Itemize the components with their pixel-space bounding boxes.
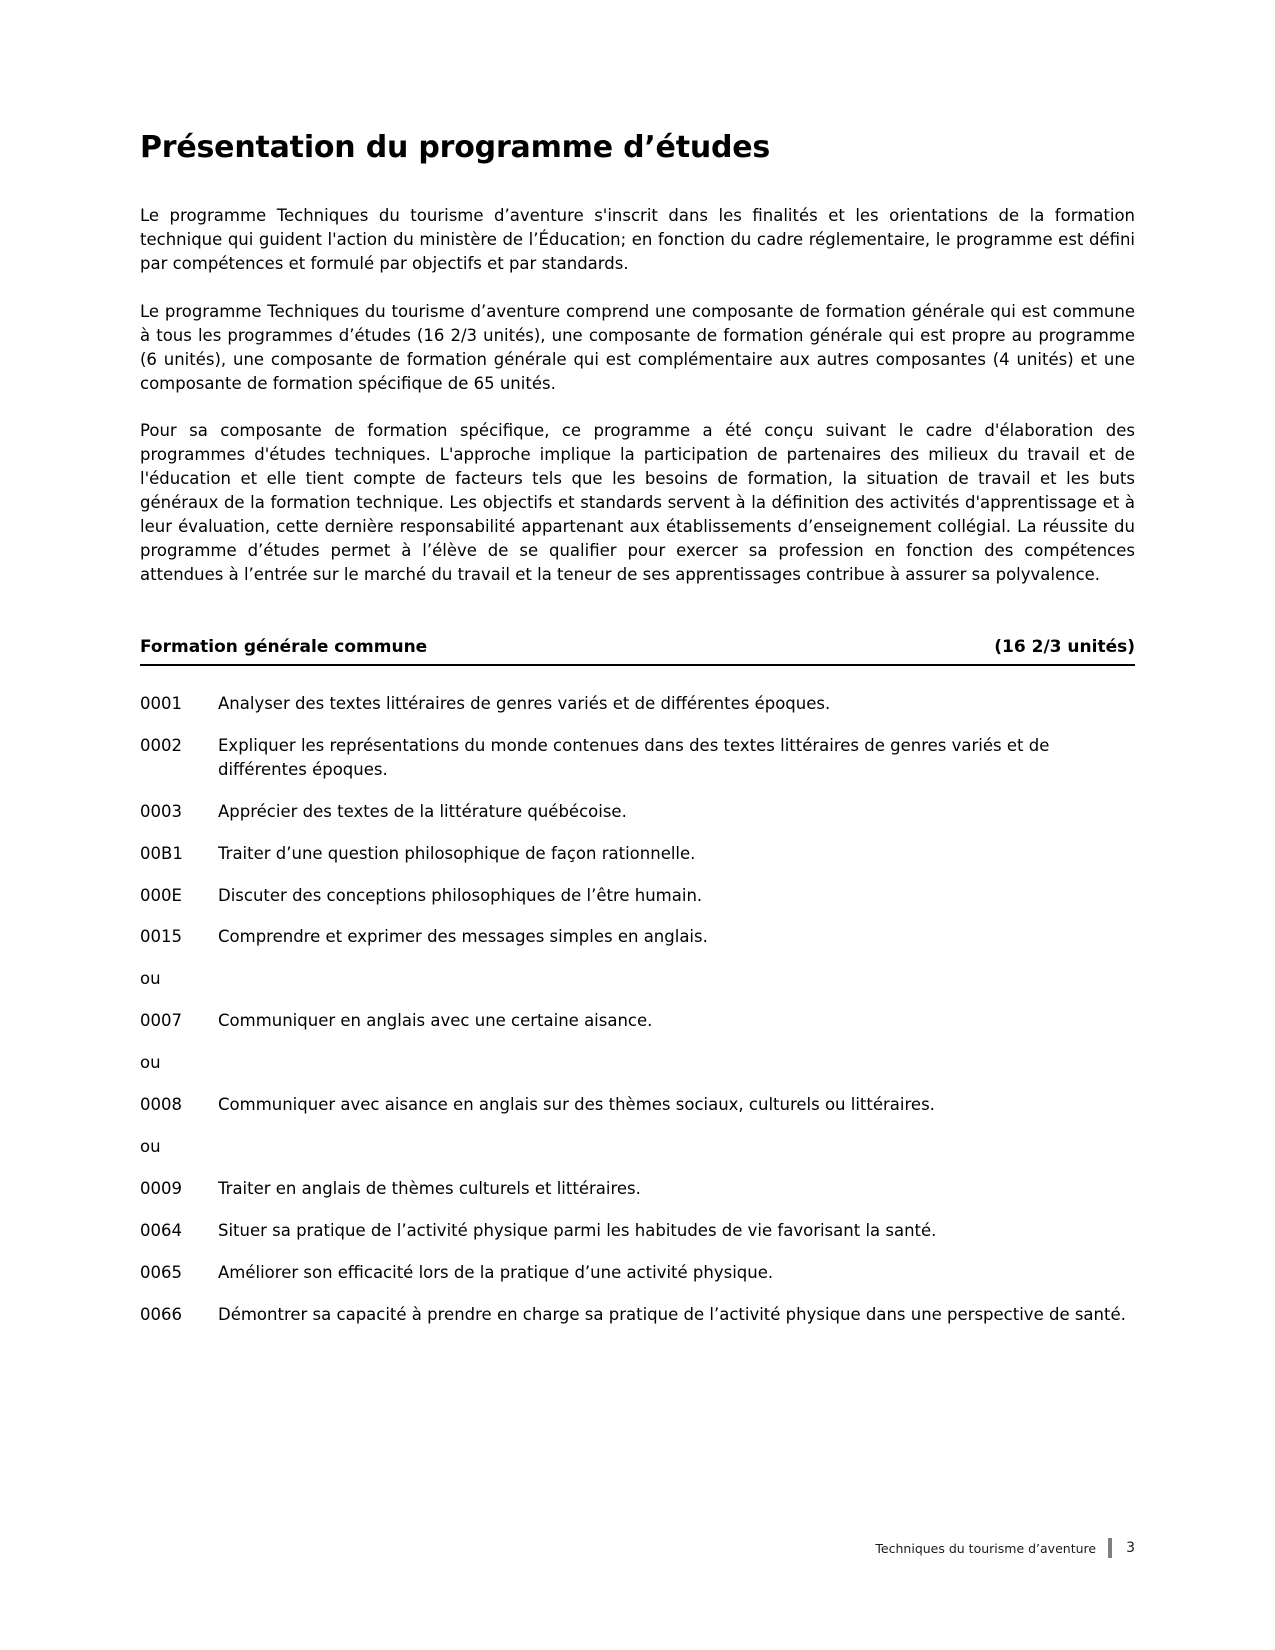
- competency-code: 0003: [140, 801, 182, 821]
- competency-alternative-separator: [140, 1051, 1135, 1075]
- competency-text: Traiter d’une question philosophique de façon rationnelle.: [218, 843, 696, 863]
- footer-divider: [1108, 1538, 1112, 1558]
- competency-row: [140, 1261, 1135, 1285]
- competency-alternative-separator: [140, 1135, 1135, 1159]
- page-title: Présentation du programme d’études: [140, 130, 771, 165]
- intro-paragraph-1: Le programme Techniques du tourisme d’aventure s'inscrit dans les finalités et les orientations de la formation technique qui guident l'action du ministère de l’Éducation; en fonction du cadre réglementaire, le programme est défini par compétences et formulé par objectifs et par standards.: [140, 206, 1135, 273]
- competency-text: Discuter des conceptions philosophiques de l’être humain.: [218, 885, 703, 905]
- competency-row: [140, 1177, 1135, 1201]
- competency-text: Améliorer son efficacité lors de la pratique d’une activité physique.: [218, 1262, 774, 1282]
- page-footer: [140, 1538, 1135, 1558]
- competency-row: [140, 1303, 1135, 1327]
- intro-paragraph-2: Le programme Techniques du tourisme d’aventure comprend une composante de formation générale qui est commune à tous les programmes d’études (16 2/3 unités), une composante de formation générale qui est propre au programme (6 unités), une composante de formation générale qui est complémentaire aux autres composantes (4 unités) et une composante de formation spécifique de 65 unités.: [140, 301, 1135, 393]
- competency-row: [140, 692, 1135, 716]
- competency-code: 0001: [140, 693, 182, 713]
- competency-text: Communiquer avec aisance en anglais sur des thèmes sociaux, culturels ou littéraires.: [218, 1095, 935, 1115]
- competency-text: Traiter en anglais de thèmes culturels et littéraires.: [218, 1178, 641, 1198]
- competency-text: Analyser des textes littéraires de genres variés et de différentes époques.: [218, 693, 831, 713]
- competency-code: 0065: [140, 1262, 182, 1282]
- competency-list: [140, 692, 1135, 1327]
- competency-or-label: ou: [140, 1053, 161, 1073]
- competency-row: [140, 842, 1135, 866]
- competency-or-label: ou: [140, 969, 161, 989]
- competency-code: 0002: [140, 735, 182, 755]
- section-header-formation-generale-commune: [140, 637, 1135, 666]
- competency-text: Démontrer sa capacité à prendre en charge sa pratique de l’activité physique dans une perspective de santé.: [218, 1304, 1126, 1324]
- competency-row: [140, 884, 1135, 908]
- competency-code: 000E: [140, 885, 182, 905]
- competency-code: 0008: [140, 1095, 182, 1115]
- competency-text: Communiquer en anglais avec une certaine aisance.: [218, 1011, 653, 1031]
- competency-row: [140, 925, 1135, 949]
- section-heading-label: Formation générale commune: [140, 636, 428, 657]
- competency-row: [140, 1219, 1135, 1243]
- competency-row: [140, 800, 1135, 824]
- competency-code: 0007: [140, 1011, 182, 1031]
- competency-code: 0064: [140, 1220, 182, 1240]
- footer-page-number: 3: [1126, 1540, 1135, 1556]
- competency-text: Comprendre et exprimer des messages simples en anglais.: [218, 927, 708, 947]
- competency-code: 0009: [140, 1178, 182, 1198]
- competency-code: 0015: [140, 927, 182, 947]
- competency-or-label: ou: [140, 1137, 161, 1157]
- competency-text: Situer sa pratique de l’activité physique parmi les habitudes de vie favorisant la santé.: [218, 1220, 937, 1240]
- competency-text: Expliquer les représentations du monde contenues dans des textes littéraires de genres variés et de différentes époques.: [218, 735, 1050, 779]
- section-units-label: (16 2/3 unités): [994, 636, 1135, 657]
- competency-alternative-separator: [140, 967, 1135, 991]
- competency-code: 00B1: [140, 843, 183, 863]
- competency-text: Apprécier des textes de la littérature québécoise.: [218, 801, 627, 821]
- intro-paragraph-3: Pour sa composante de formation spécifique, ce programme a été conçu suivant le cadre d'élaboration des programmes d'études techniques. L'approche implique la participation de partenaires des milieux du travail et de l'éducation et elle tient compte de facteurs tels que les besoins de formation, la situation de travail et les buts généraux de la formation technique. Les objectifs et standards servent à la définition des activités d'apprentissage et à leur évaluation, cette dernière responsabilité appartenant aux établissements d’enseignement collégial. La réussite du programme d’études permet à l’élève de se qualifier pour exercer sa profession en fonction des compétences attendues à l’entrée sur le marché du travail et la teneur de ses apprentissages contribue à assurer sa polyvalence.: [140, 421, 1135, 584]
- competency-row: [140, 1009, 1135, 1033]
- competency-code: 0066: [140, 1304, 182, 1324]
- footer-program-label: Techniques du tourisme d’aventure: [875, 1540, 1097, 1556]
- competency-row: [140, 734, 1135, 782]
- competency-row: [140, 1093, 1135, 1117]
